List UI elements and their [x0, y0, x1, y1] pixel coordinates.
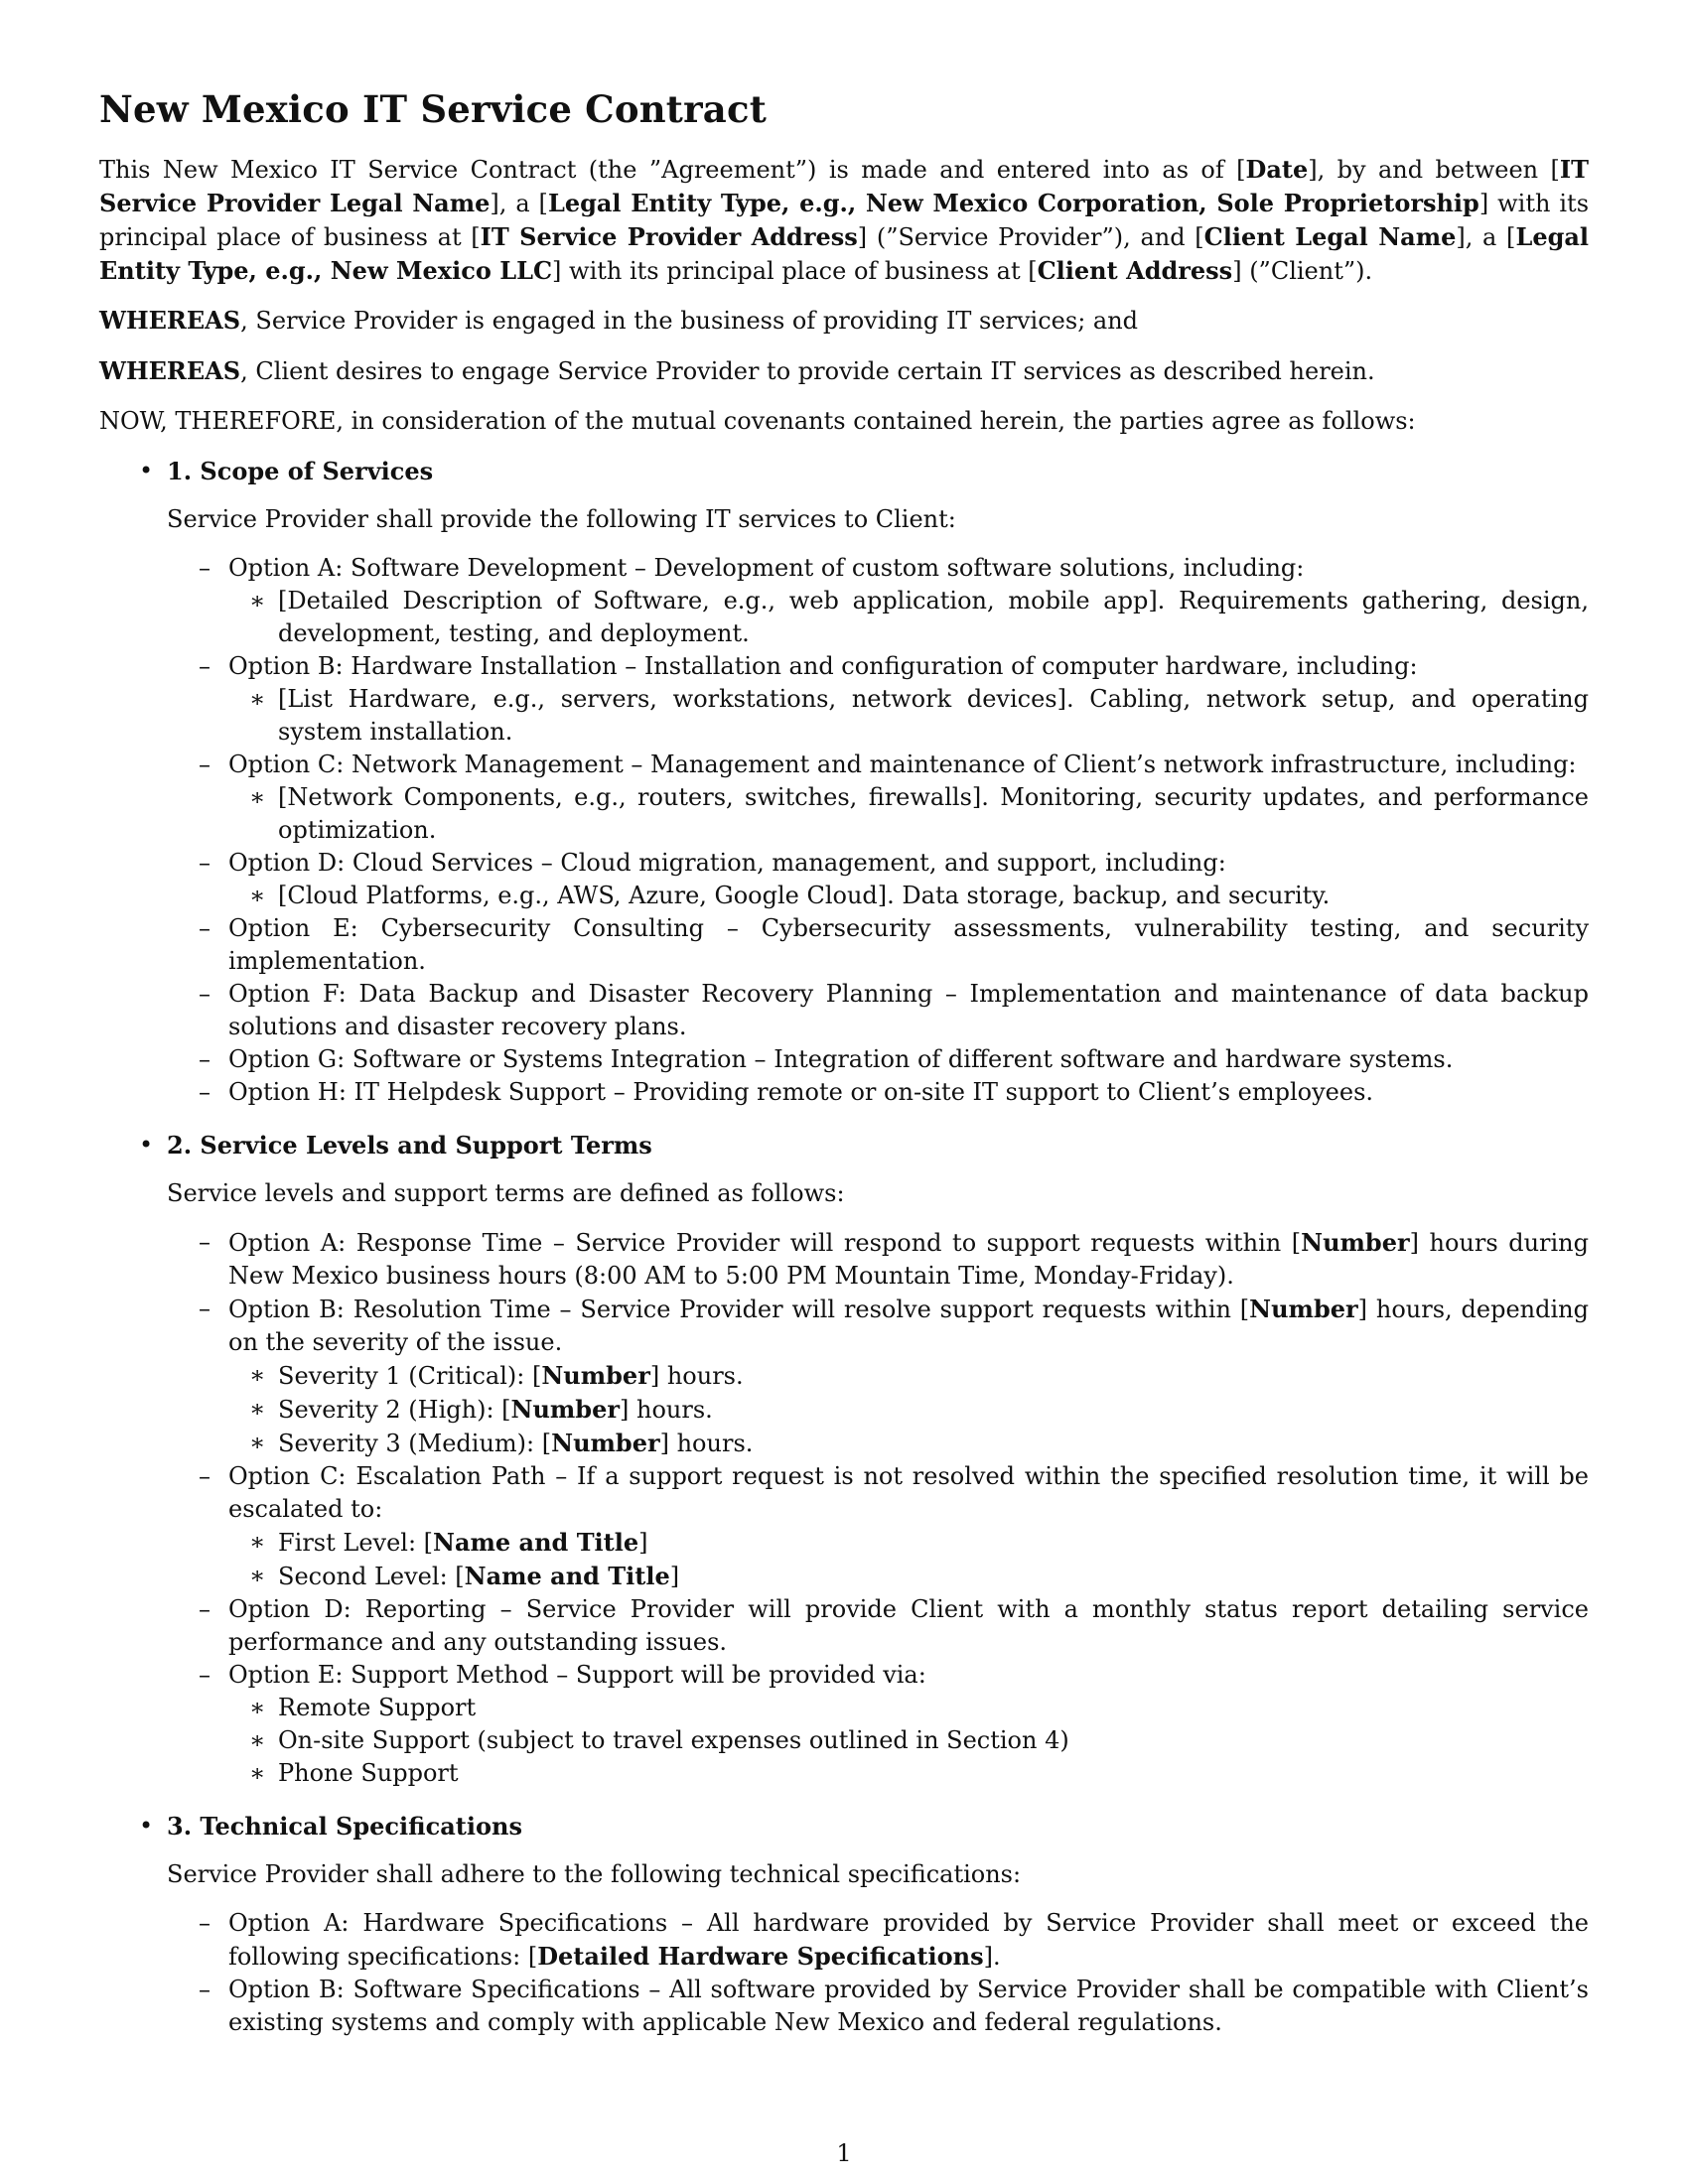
option-text: Option A: Software Development – Development of custom software solutions, including: — [228, 554, 1305, 582]
number-placeholder: Number — [541, 1361, 650, 1390]
dash-icon: – — [199, 554, 211, 582]
intro-text: ] (”Service Provider”), and [ — [857, 223, 1204, 251]
number-placeholder: Number — [551, 1429, 660, 1457]
section-title: 3. Technical Specifications — [167, 1812, 522, 1841]
spacer — [99, 1790, 1589, 1806]
dash-icon: – — [199, 1462, 211, 1490]
option-text: Option A: Response Time – Service Provider will respond to support requests within [ — [228, 1229, 1302, 1257]
dash-icon: – — [199, 1295, 211, 1322]
list-item — [99, 912, 1589, 978]
sub-text: Second Level: [ — [278, 1563, 465, 1590]
sub-list-item — [99, 1724, 1589, 1757]
section-3 — [99, 1810, 1589, 2039]
intro-text: This New Mexico IT Service Contract (the ”Agreement”) is made and entered into as of [ — [99, 156, 1246, 184]
list-item — [99, 1460, 1589, 1526]
dash-icon: – — [199, 980, 211, 1008]
bullet-icon: • — [139, 457, 154, 484]
asterisk-icon: ∗ — [249, 1726, 266, 1754]
option-text: Option G: Software or Systems Integration – Integration of different software and hardware systems. — [228, 1045, 1454, 1073]
sub-list-item — [99, 880, 1589, 912]
section-lead: Service levels and support terms are defined as follows: — [167, 1179, 845, 1207]
list-item — [99, 552, 1589, 585]
intro-text: ], a [ — [1456, 223, 1516, 251]
list-item — [99, 978, 1589, 1043]
intro-text: ] with its principal place of business at [ — [99, 190, 1590, 251]
option-text: ]. — [983, 1943, 1001, 1971]
asterisk-icon: ∗ — [249, 783, 266, 811]
list-item — [99, 1043, 1589, 1076]
option-text: Option A: Hardware Specifications – All hardware provided by Service Provider shall meet or exceed the following specifications: [ — [228, 1909, 1589, 1971]
sub-list-item — [99, 1526, 1589, 1560]
whereas-clause-1 — [99, 304, 1589, 338]
option-text: Option B: Resolution Time – Service Provider will resolve support requests within [ — [228, 1296, 1250, 1323]
sub-text: Severity 3 (Medium): [ — [278, 1430, 552, 1457]
sub-list-item — [99, 1692, 1589, 1724]
sub-text: [Network Components, e.g., routers, switches, firewalls]. Monitoring, security updates, and performance optimization. — [278, 783, 1589, 844]
sub-text: ] — [638, 1529, 648, 1557]
sub-text: First Level: [ — [278, 1529, 434, 1557]
sub-list-item — [99, 1757, 1589, 1790]
section-2 — [99, 1129, 1589, 1806]
dash-icon: – — [199, 849, 211, 877]
asterisk-icon: ∗ — [249, 1528, 266, 1556]
whereas-text: , Service Provider is engaged in the business of providing IT services; and — [240, 307, 1139, 335]
page-title: New Mexico IT Service Contract — [99, 87, 767, 131]
sub-text: ] — [669, 1563, 680, 1590]
sub-list-item — [99, 585, 1589, 650]
list-item — [99, 1974, 1589, 2039]
number-placeholder: Number — [1249, 1295, 1358, 1323]
asterisk-icon: ∗ — [249, 1759, 266, 1787]
sub-text: ] hours. — [620, 1396, 713, 1424]
hardware-spec-placeholder: Detailed Hardware Specifications — [537, 1942, 984, 1971]
dash-icon: – — [199, 1595, 211, 1623]
asterisk-icon: ∗ — [249, 1361, 266, 1389]
provider-entity-placeholder: Legal Entity Type, e.g., New Mexico Corporation, Sole Proprietorship — [547, 189, 1479, 217]
sub-list-item — [99, 1359, 1589, 1393]
whereas-label: WHEREAS — [99, 306, 241, 335]
client-entity-placeholder: Legal Entity Type, e.g., New Mexico LLC — [99, 222, 1590, 285]
client-address-placeholder: Client Address — [1037, 256, 1233, 285]
option-text: Option H: IT Helpdesk Support – Providing remote or on-site IT support to Client’s employees. — [228, 1078, 1374, 1106]
sub-list-item — [99, 781, 1589, 847]
dash-icon: – — [199, 751, 211, 778]
date-placeholder: Date — [1245, 155, 1309, 184]
dash-icon: – — [199, 1976, 211, 2003]
whereas-text: , Client desires to engage Service Provider to provide certain IT services as described herein. — [240, 357, 1375, 385]
sub-text: Severity 2 (High): [ — [278, 1396, 511, 1424]
client-name-placeholder: Client Legal Name — [1203, 222, 1457, 251]
asterisk-icon: ∗ — [249, 1395, 266, 1423]
whereas-clause-2 — [99, 354, 1589, 388]
option-text: Option E: Support Method – Support will be provided via: — [228, 1661, 926, 1689]
intro-text: ] with its principal place of business at [ — [552, 257, 1038, 285]
list-item — [99, 1226, 1589, 1293]
list-item — [99, 1593, 1589, 1659]
dash-icon: – — [199, 1045, 211, 1073]
dash-icon: – — [199, 1078, 211, 1106]
option-text: ] hours during New Mexico business hours (8:00 AM to 5:00 PM Mountain Time, Monday-Friday). — [228, 1229, 1589, 1290]
spacer — [99, 1109, 1589, 1125]
list-item — [99, 650, 1589, 683]
option-text: Option C: Escalation Path – If a support request is not resolved within the specified resolution time, it will be escalated to: — [228, 1462, 1589, 1523]
dash-icon: – — [199, 1228, 211, 1256]
section-title: 2. Service Levels and Support Terms — [167, 1131, 652, 1160]
sub-text: Phone Support — [278, 1759, 459, 1787]
sub-text: Severity 1 (Critical): [ — [278, 1362, 542, 1390]
contract-page — [99, 87, 1589, 2039]
sub-list-item — [99, 1393, 1589, 1427]
asterisk-icon: ∗ — [249, 587, 266, 614]
sub-text: ] hours. — [659, 1430, 754, 1457]
bullet-icon: • — [139, 1131, 154, 1159]
option-text: ] hours, depending on the severity of the issue. — [228, 1296, 1589, 1356]
section-title: 1. Scope of Services — [167, 457, 434, 485]
dash-icon: – — [199, 1909, 211, 1937]
provider-address-placeholder: IT Service Provider Address — [480, 222, 858, 251]
option-text: Option B: Hardware Installation – Installation and configuration of computer hardware, including: — [228, 652, 1418, 680]
number-placeholder: Number — [1301, 1228, 1410, 1257]
asterisk-icon: ∗ — [249, 685, 266, 713]
option-text: Option D: Reporting – Service Provider will provide Client with a monthly status report detailing service performance and any outstanding issues. — [228, 1595, 1589, 1656]
list-item — [99, 847, 1589, 880]
intro-text: ], a [ — [490, 190, 548, 217]
dash-icon: – — [199, 914, 211, 942]
list-item — [99, 749, 1589, 781]
section-1 — [99, 455, 1589, 1125]
list-item — [99, 1659, 1589, 1692]
list-item — [99, 1293, 1589, 1359]
list-item — [99, 1076, 1589, 1109]
page-number: 1 — [836, 2139, 852, 2167]
sub-list-item — [99, 1560, 1589, 1593]
section-heading — [99, 455, 1589, 487]
section-heading — [99, 1810, 1589, 1843]
option-text: Option F: Data Backup and Disaster Recovery Planning – Implementation and maintenance of data backup solutions and disaster recovery plans. — [228, 980, 1589, 1040]
list-item — [99, 1907, 1589, 1974]
sub-text: [Cloud Platforms, e.g., AWS, Azure, Google Cloud]. Data storage, backup, and security. — [278, 882, 1331, 909]
option-text: Option D: Cloud Services – Cloud migration, management, and support, including: — [228, 849, 1226, 877]
sub-list-item — [99, 1427, 1589, 1460]
now-therefore-clause: NOW, THEREFORE, in consideration of the mutual covenants contained herein, the parties agree as follows: — [99, 407, 1416, 435]
option-text: Option C: Network Management – Management and maintenance of Client’s network infrastructure, including: — [228, 751, 1577, 778]
asterisk-icon: ∗ — [249, 1562, 266, 1589]
sub-text: [Detailed Description of Software, e.g., web application, mobile app]. Requirements gathering, design, development, testing, and deployment. — [278, 587, 1589, 647]
sub-text: [List Hardware, e.g., servers, workstations, network devices]. Cabling, network setup, and operating system installation. — [278, 685, 1589, 746]
intro-text: ], by and between [ — [1308, 156, 1560, 184]
dash-icon: – — [199, 652, 211, 680]
dash-icon: – — [199, 1661, 211, 1689]
section-lead: Service Provider shall adhere to the following technical specifications: — [167, 1860, 1022, 1888]
number-placeholder: Number — [510, 1395, 620, 1424]
name-title-placeholder: Name and Title — [433, 1528, 639, 1557]
section-heading — [99, 1129, 1589, 1161]
sub-text: On-site Support (subject to travel expenses outlined in Section 4) — [278, 1726, 1069, 1754]
sub-text: ] hours. — [649, 1362, 744, 1390]
sub-list-item — [99, 683, 1589, 749]
section-lead: Service Provider shall provide the following IT services to Client: — [167, 505, 956, 533]
option-text: Option B: Software Specifications – All software provided by Service Provider shall be compatible with Client’s existing systems and comply with applicable New Mexico and federal regulations. — [228, 1976, 1589, 2036]
asterisk-icon: ∗ — [249, 1429, 266, 1456]
name-title-placeholder: Name and Title — [464, 1562, 670, 1590]
asterisk-icon: ∗ — [249, 882, 266, 909]
option-text: Option E: Cybersecurity Consulting – Cybersecurity assessments, vulnerability testing, and security implementation. — [228, 914, 1589, 975]
intro-text: ] (”Client”). — [1232, 257, 1373, 285]
bullet-icon: • — [139, 1812, 154, 1840]
whereas-label: WHEREAS — [99, 356, 241, 385]
asterisk-icon: ∗ — [249, 1694, 266, 1721]
intro-paragraph — [99, 153, 1589, 288]
provider-name-placeholder: IT Service Provider Legal Name — [99, 155, 1589, 217]
sub-text: Remote Support — [278, 1694, 477, 1721]
